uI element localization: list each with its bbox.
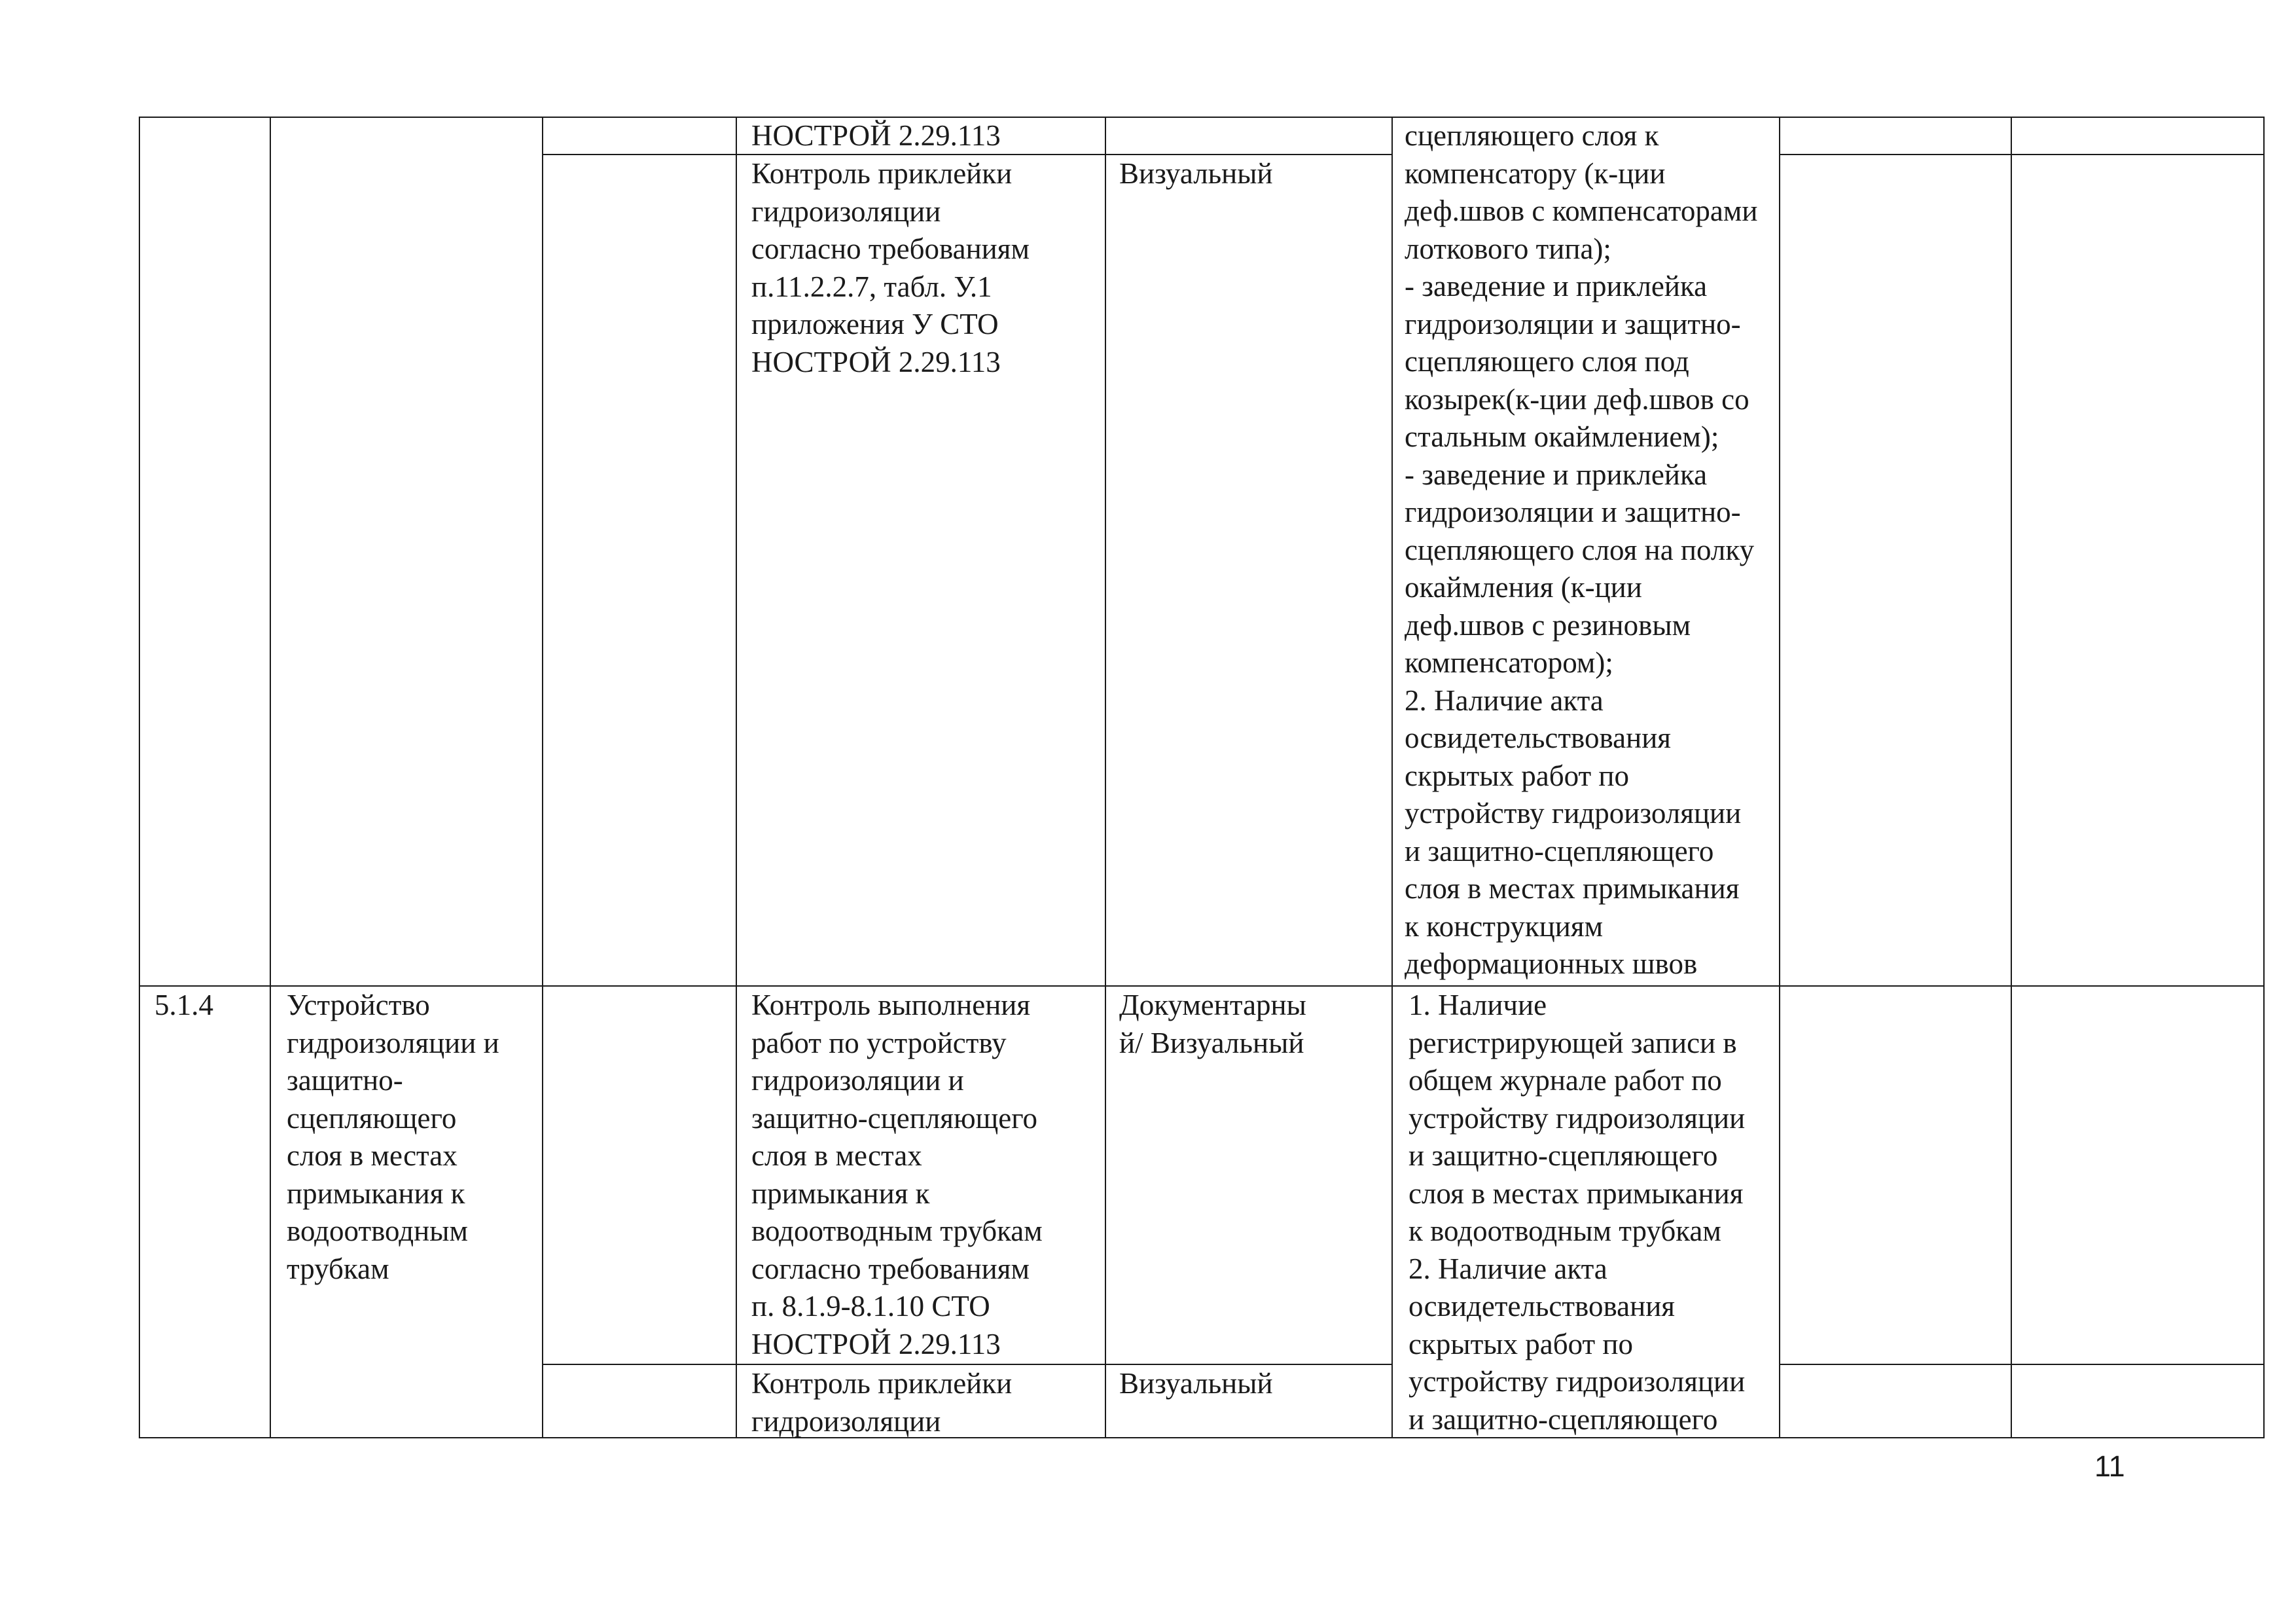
control-cell [751, 155, 1098, 381]
result-line: сцепляющего слоя к [1405, 119, 1659, 152]
result-line: стальным окаймлением); [1405, 420, 1719, 453]
result-line: слоя в местах примыкания [1408, 1176, 1744, 1210]
method-cell [1119, 155, 1388, 193]
result-line: козырек(к-ции деф.швов со [1405, 382, 1749, 416]
control-line: слоя в местах [751, 1139, 922, 1172]
result-line: устройству гидроизоляции [1408, 1365, 1746, 1398]
work-line: слоя в местах [287, 1139, 457, 1172]
control-line: п. 8.1.9-8.1.10 СТО [751, 1290, 990, 1322]
result-line: сцепляющего слоя на полку [1405, 533, 1755, 566]
result-line: устройству гидроизоляции [1405, 797, 1742, 830]
row-divider-a-right [1780, 154, 2265, 155]
control-line: согласно требованиям [751, 232, 1030, 265]
col-divider-4 [1105, 117, 1106, 1438]
result-line: 2. Наличие акта [1405, 684, 1604, 717]
control-line: гидроизоляции и [751, 1064, 964, 1097]
row-divider-b-right [1780, 1364, 2265, 1365]
result-line: скрытых работ по [1405, 759, 1629, 792]
result-cell [1408, 987, 1775, 1438]
col-divider-7 [2011, 117, 2012, 1438]
method-cell [1119, 987, 1388, 1062]
work-line: защитно- [287, 1064, 403, 1097]
control-line: работ по устройству [751, 1026, 1007, 1059]
result-line: - заведение и приклейка [1405, 270, 1708, 302]
result-line: устройству гидроизоляции [1408, 1101, 1746, 1135]
work-line: водоотводным [287, 1214, 468, 1247]
control-line: гидроизоляции [751, 194, 941, 228]
result-line: компенсатором); [1405, 646, 1613, 679]
work-line: гидроизоляции и [287, 1026, 499, 1059]
result-line: деф.швов с компенсаторами [1405, 194, 1758, 227]
result-line: к конструкциям [1405, 909, 1604, 943]
result-line: деф.швов с резиновым [1405, 608, 1691, 642]
control-line: НОСТРОЙ 2.29.113 [751, 1327, 1001, 1360]
col-divider-6 [1779, 117, 1780, 1438]
control-cell-continued [751, 117, 1098, 155]
work-line: Устройство [287, 989, 430, 1021]
result-line: регистрирующей записи в [1408, 1026, 1737, 1059]
result-line: лоткового типа); [1405, 232, 1611, 265]
result-line: и защитно-сцепляющего [1408, 1402, 1718, 1436]
col-divider-5 [1391, 117, 1393, 1438]
result-line: 1. Наличие [1408, 989, 1547, 1021]
control-line: Контроль приклейки [751, 157, 1013, 190]
result-line: гидроизоляции и защитно- [1405, 496, 1741, 528]
page-number: 11 [2094, 1450, 2125, 1483]
result-line: к водоотводным трубкам [1408, 1214, 1721, 1247]
method-line: Визуальный [1119, 157, 1273, 190]
result-cell-continued [1405, 117, 1775, 983]
control-cell [751, 987, 1098, 1363]
result-line: гидроизоляции и защитно- [1405, 307, 1741, 340]
table-border-bottom [139, 1437, 2265, 1438]
work-line: примыкания к [287, 1176, 465, 1210]
result-line: сцепляющего слоя под [1405, 345, 1689, 378]
result-line: общем журнале работ по [1408, 1064, 1722, 1097]
result-line: 2. Наличие акта [1408, 1252, 1607, 1285]
work-cell [287, 987, 538, 1288]
control-line: Контроль приклейки [751, 1367, 1013, 1400]
result-line: и защитно-сцепляющего [1408, 1139, 1718, 1172]
control-line: п.11.2.2.7, табл. У.1 [751, 270, 992, 303]
control-line: примыкания к [751, 1176, 930, 1210]
control-line: приложения У СТО [751, 308, 999, 340]
control-cell [751, 1365, 1098, 1440]
result-line: компенсатору (к-ции [1405, 156, 1666, 190]
result-line: и защитно-сцепляющего [1405, 834, 1714, 867]
result-line: освидетельствования [1405, 721, 1671, 754]
document-table [139, 117, 2265, 1438]
control-line: Контроль выполнения [751, 989, 1031, 1021]
result-line: скрытых работ по [1408, 1327, 1633, 1360]
control-line: НОСТРОЙ 2.29.113 [751, 345, 1001, 378]
col-divider-2 [542, 117, 543, 1438]
method-line: й/ Визуальный [1119, 1026, 1304, 1059]
row-number-label: 5.1.4 [154, 989, 213, 1021]
method-cell [1119, 1365, 1388, 1403]
result-line: слоя в местах примыкания [1405, 872, 1740, 905]
work-line: трубкам [287, 1252, 389, 1285]
method-line: Визуальный [1119, 1367, 1273, 1400]
table-border-right [2263, 117, 2265, 1438]
result-line: деформационных швов [1405, 947, 1698, 980]
result-line: окаймления (к-ции [1405, 571, 1642, 604]
control-line: водоотводным трубкам [751, 1214, 1043, 1247]
work-line: сцепляющего [287, 1101, 457, 1135]
row-number [154, 987, 266, 1025]
control-line: гидроизоляции [751, 1404, 941, 1438]
control-line: согласно требованиям [751, 1252, 1030, 1285]
table-border-top [139, 117, 2265, 118]
result-line: освидетельствования [1408, 1290, 1675, 1322]
col-divider-3 [736, 117, 737, 1438]
result-line: - заведение и приклейка [1405, 458, 1708, 491]
method-line: Документарны [1119, 989, 1306, 1021]
control-line: защитно-сцепляющего [751, 1101, 1038, 1135]
table-border-left [139, 117, 140, 1438]
col-divider-1 [270, 117, 271, 1438]
control-line: НОСТРОЙ 2.29.113 [751, 119, 1001, 152]
